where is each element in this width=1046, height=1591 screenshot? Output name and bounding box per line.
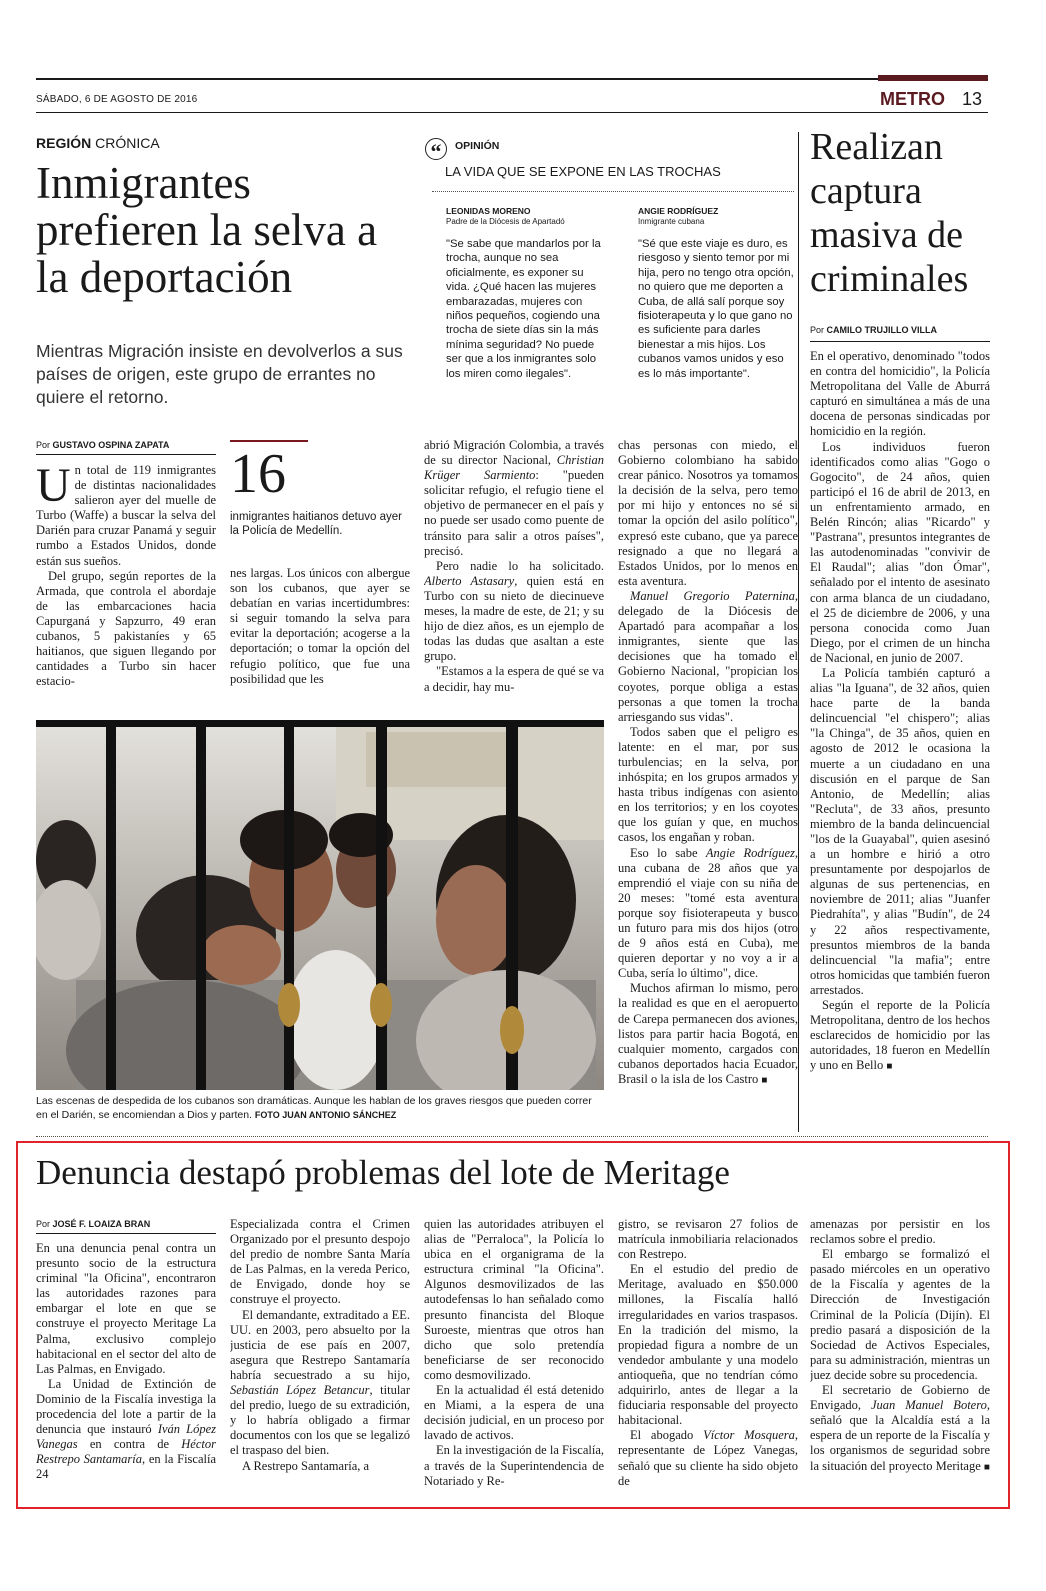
quote2-role: Inmigrante cubana — [638, 217, 705, 226]
dropcap: U — [36, 463, 71, 512]
main-byline: Por GUSTAVO OSPINA ZAPATA — [36, 440, 170, 450]
opinion-rule — [432, 191, 794, 192]
main-byline-rule — [36, 454, 216, 455]
photo-illustration — [36, 720, 604, 1090]
person-name: Juan Manuel Botero — [870, 1398, 987, 1413]
bottom-column-3: quien las autoridades atribuyen el alias de "Perraloca", la Policía lo ubica en el organigrama de la estructura criminal "la Oficina". Algunos desmovilizados de las autodefensas lo han señalado como presunto financista del Bloque Suroeste, mientras que otros han dicho que solo pretendía beneficiarse de ser reconocido como desmovilizado. En la actualidad él está detenido en Miami, a la espera de una decisión judicial, en un proceso por lavado de activos. En la investigación de la Fiscalía, a través de la Superintendencia de Notariado y Re- — [424, 1217, 604, 1488]
quote2-name: ANGIE RODRÍGUEZ — [638, 206, 719, 216]
person-name: Víctor Mosquera — [703, 1428, 795, 1443]
main-headline: Inmigrantes prefieren la selva a la deportación — [36, 158, 378, 302]
main-column-3: abrió Migración Colombia, a través de su director Nacional, Christian Krüger Sarmiento: "pueden solicitar refugio, el refugio tiene el objetivo de permanecer en el país y no puede ser usado como puente de tránsito para salir a otros países", precisó. Pero nadie lo ha solicitado. Alberto Astasary, quien está en Turbo con su nieto de diecinueve meses, la madre de este, de 21; y su hijo de diez años, es un ejemplo de todas las dudas que asaltan a este grupo. "Estamos a la espera de qué se va a decidir, hay mu- — [424, 438, 604, 694]
person-name: Angie Rodríguez — [705, 845, 795, 860]
person-name: Iván López Vanegas — [36, 1422, 216, 1452]
section-divider — [36, 1136, 988, 1137]
quote2-text: "Sé que este viaje es duro, es riesgoso y siento temor por mi hija, pero no tengo otra opción, no quiero que me deporten a Cuba, de allá salí porque soy fisioterapeuta y lo que gano no es suficiente para darles bienestar a mis hijos. Los cubanos vamos unidos y eso es lo más importante". — [638, 238, 794, 380]
page-number: 13 — [962, 89, 983, 109]
bottom-column-2: Especializada contra el Crimen Organizado por el presunto despojo del predio de nombre Santa María de Las Palmas, en la vereda Perico, de Envigado, donde hoy se construye el proyecto. El demandante, extraditado a EE. UU. en 2003, pero absuelto por la justicia de ese país en 2007, asegura que Restrepo Santamaría habría secuestrado a su hijo, Sebastián López Betancur, titular del predio, luego de su extradición, y lo habría obligado a firmar documentos con los que se legalizó el traspaso del bien. A Restrepo Santamaría, a — [230, 1217, 410, 1473]
bottom-byline-name: JOSÉ F. LOAIZA BRAN — [52, 1219, 151, 1229]
section-name: METRO — [880, 89, 945, 109]
kicker-chronicle: CRÓNICA — [95, 135, 160, 151]
person-name: Héctor Restrepo Santamaría — [36, 1437, 216, 1467]
side-paragraph-1: En el operativo, denominado "todos en contra del homicidio", la Policía Metropolitana del Valle de Aburrá capturó en simultánea a más de una docena de personas sindicadas por homicidio en la región. — [810, 349, 990, 439]
quote1-text: "Se sabe que mandarlos por la trocha, aunque no sea oficialmente, es exponer su vida. ¿Qué hacen las mujeres embarazadas, mujeres con niños pequeños, cogiendo una trocha de siete días sin la más mínima seguridad? No puede ser que a los inmigrantes solo los miren como ilegales". — [446, 238, 601, 380]
quote-icon: “ — [425, 138, 447, 160]
side-paragraph-4: Según el reporte de la Policía Metropolitana, dentro de los hechos esclarecidos de homicidio por las autoridades, 18 fueron en Medellín y uno en Bello ■ — [810, 998, 990, 1073]
bottom-byline-rule — [36, 1233, 216, 1234]
side-byline-rule — [810, 341, 990, 342]
side-byline: Por CAMILO TRUJILLO VILLA — [810, 325, 938, 335]
main-deck: Mientras Migración insiste en devolverlos a sus países de origen, este grupo de errantes no quiere el retorno. — [36, 341, 403, 407]
opinion-title: LA VIDA QUE SE EXPONE EN LAS TROCHAS — [445, 164, 721, 179]
person-name: Manuel Gregorio Paternina — [630, 588, 795, 603]
side-paragraph-2: Los individuos fueron identificados como alias "Gogo o Gogocito", de 24 años, quien participó el 16 de abril de 2013, en un enfrentamiento armado, en Belén Rincón; alias "Ricardo" y "Pastrana", presuntos integrantes de las autodenominadas "convivir de El Raudal"; alias "don Ómar", señalado por el intento de asesinato con arma blanca de un ciudadano, el 25 de diciembre de 2006, y una persona conocida como Juan Diego, por el crimen de un hincha de Nacional, en junio de 2007. — [810, 439, 990, 665]
side-byline-name: CAMILO TRUJILLO VILLA — [826, 325, 938, 335]
header-bottom-rule — [36, 112, 988, 113]
end-mark: ■ — [886, 1061, 893, 1073]
main-byline-name: GUSTAVO OSPINA ZAPATA — [52, 440, 170, 450]
kicker — [36, 135, 160, 151]
quote1-role: Padre de la Diócesis de Apartadó — [446, 217, 565, 226]
photo-caption: Las escenas de despedida de los cubanos son dramáticas. Aunque les hablan de los graves riesgos que pueden correr en el Darién, se encomiendan a Dios y parten. FOTO JUAN ANTONIO SÁNCHEZ — [36, 1095, 592, 1121]
stat-number: 16 — [230, 443, 286, 505]
main-column-1: Un total de 119 inmigrantes de distintas nacionalidades salieron ayer del muelle de Turbo (Waffe) a buscar la selva del Darién para cruzar Panamá y seguir rumbo a Estados Unidos, donde están sus sueños. Del grupo, según reportes de la Armada, que controla el abordaje de las embarcaciones hacia Capurganá y Sapzurro, 49 eran cubanos, 5 pakistaníes y 65 haitianos, que siguen llegando por cantidades a Turbo sin hacer estacio- — [36, 463, 216, 689]
person-name: Christian Krüger Sarmiento — [424, 453, 604, 483]
main-column-4: chas personas con miedo, el Gobierno colombiano ha sabido crear pánico. Nosotros ya tomamos la decisión de la selva, pero temo por mi hijo y entonces no sé si tomar la opción del asilo político", expresó este cubano, que ya parece resignado a que no llegará a Estados Unidos, por lo menos en esta aventura. Manuel Gregorio Paternina, delegado de la Diócesis de Apartadó para acompañar a los inmigrantes, siente que las decisiones que ha tomado el Gobierno Nacional, "propician los coyotes, porque obliga a estas personas a que tomen la trocha arriesgando sus vidas". Todos saben que el peligro es latente: en el mar, por sus turbulencias; en la selva, por inhóspita; en los grupos armados y hasta tribus indígenas con asiento en los territorios; y en los coyotes que los guían y que, en muchos casos, los engañan y roban. Eso lo sabe Angie Rodríguez, una cubana de 28 años que ya emprendió el viaje con su niña de 20 meses: "tomé esta aventura porque soy fisioterapeuta y busco un futuro para mis dos hijos (otro de 9 años está en Cuba), me quieren deportar y no voy a ir a Cuba, sería lo último", dice. Muchos afirman lo mismo, pero la realidad es que en el aeropuerto de Carepa permanecen dos aviones, listos para partir hacia Bogotá, en cualquier momento, cargados con cubanos deportados hacia Ecuador, Brasil o la isla de los Castro ■ — [618, 438, 798, 1086]
photo-credit: FOTO JUAN ANTONIO SÁNCHEZ — [254, 1110, 397, 1120]
side-headline: Realizan captura masiva de criminales — [810, 126, 969, 300]
side-story-body — [810, 349, 990, 1124]
bottom-headline: Denuncia destapó problemas del lote de Meritage — [36, 1153, 730, 1192]
person-name: Sebastián López Betancur — [230, 1383, 370, 1398]
opinion-label: OPINIÓN — [455, 140, 500, 152]
bottom-column-1: En una denuncia penal contra un presunto socio de la estructura criminal "la Oficina", encontraron las autoridades razones para embargar el lote en que se construye el proyecto Meritage La Palma, exclusivo complejo habitacional en el sector del alto de Las Palmas, en Envigado. La Unidad de Extinción de Dominio de la Fiscalía investiga la procedencia del lote a partir de la denuncia que instauró Iván López Vanegas en contra de Héctor Restrepo Santamaría, en la Fiscalía 24 — [36, 1241, 216, 1482]
side-paragraph-3: La Policía también capturó a alias "la Iguana", de 32 años, quien hace parte de la banda delincuencial "el chispero"; alias "la Chinga", de 35 años, quien en agosto de 2012 le ocasiona la muerte a un ciudadano en una discusión en el parque de San Antonio, de Medellín; alias "Recluta", de 33 años, presunto miembro de la banda delincuencial "los de la Guayabal", quien asesinó a un hombre e hirió a otro presuntamente por despojarlos de algunas de sus pertenencias, en noviembre de 2011; alias "Juanfer Piedrahíta", y alias "Budín", de 24 y 22 años respectivamente, presuntos miembros de la banda delincuencial "la mafia"; entre otros homicidas que también fueron arrestados. — [810, 665, 990, 997]
bottom-column-5: amenazas por persistir en los reclamos sobre el predio. El embargo se formalizó el pasado miércoles en un operativo de la Fiscalía y agentes de la Dirección de Investigación Criminal de la Policía (Dijín). El predio pasará a disposición de la Sociedad de Activos Especiales, para su administración, mientras un juez decide sobre su procedencia. El secretario de Gobierno de Envigado, Juan Manuel Botero, señaló que la Alcaldía está a la espera de un reporte de la Fiscalía y los organismos de seguridad sobre la situación del proyecto Meritage ■ — [810, 1217, 990, 1473]
main-column-2: nes largas. Los únicos con albergue son los cubanos, que ayer se debatían en varias incertidumbres: si seguir tomando la selva para evitar la deportación; acogerse a la deportación; o tomar la opción del refugio político, que fue una posibilidad que les — [230, 566, 410, 686]
kicker-region: REGIÓN — [36, 135, 92, 151]
bottom-column-4: gistro, se revisaron 27 folios de matrícula inmobiliaria relacionados con Restrepo. En el estudio del predio de Meritage, avaluado en $50.000 millones, la Fiscalía halló irregularidades en varios traspasos. En la tradición del mismo, la propiedad figura a nombre de un vendedor ambulante y una modelo antioqueña, que no tendrían cómo adquirirlo, antes de llegar a la fiduciaria responsable del proyecto habitacional. El abogado Víctor Mosquera, representante de López Vanegas, señaló que su cliente ha sido objeto de — [618, 1217, 798, 1488]
issue-date: SÁBADO, 6 DE AGOSTO DE 2016 — [36, 94, 198, 105]
quote1-name: LEONIDAS MORENO — [446, 206, 531, 216]
side-column-rule — [798, 132, 799, 1132]
header-rule — [36, 78, 988, 80]
stat-rule — [230, 440, 308, 442]
bottom-byline: Por JOSÉ F. LOAIZA BRAN — [36, 1219, 151, 1229]
stat-text: inmigrantes haitianos detuvo ayer la Policía de Medellín. — [230, 511, 402, 537]
news-photo — [36, 720, 604, 1090]
person-name: Alberto Astasary — [424, 573, 515, 588]
section-color-bar — [878, 75, 988, 81]
